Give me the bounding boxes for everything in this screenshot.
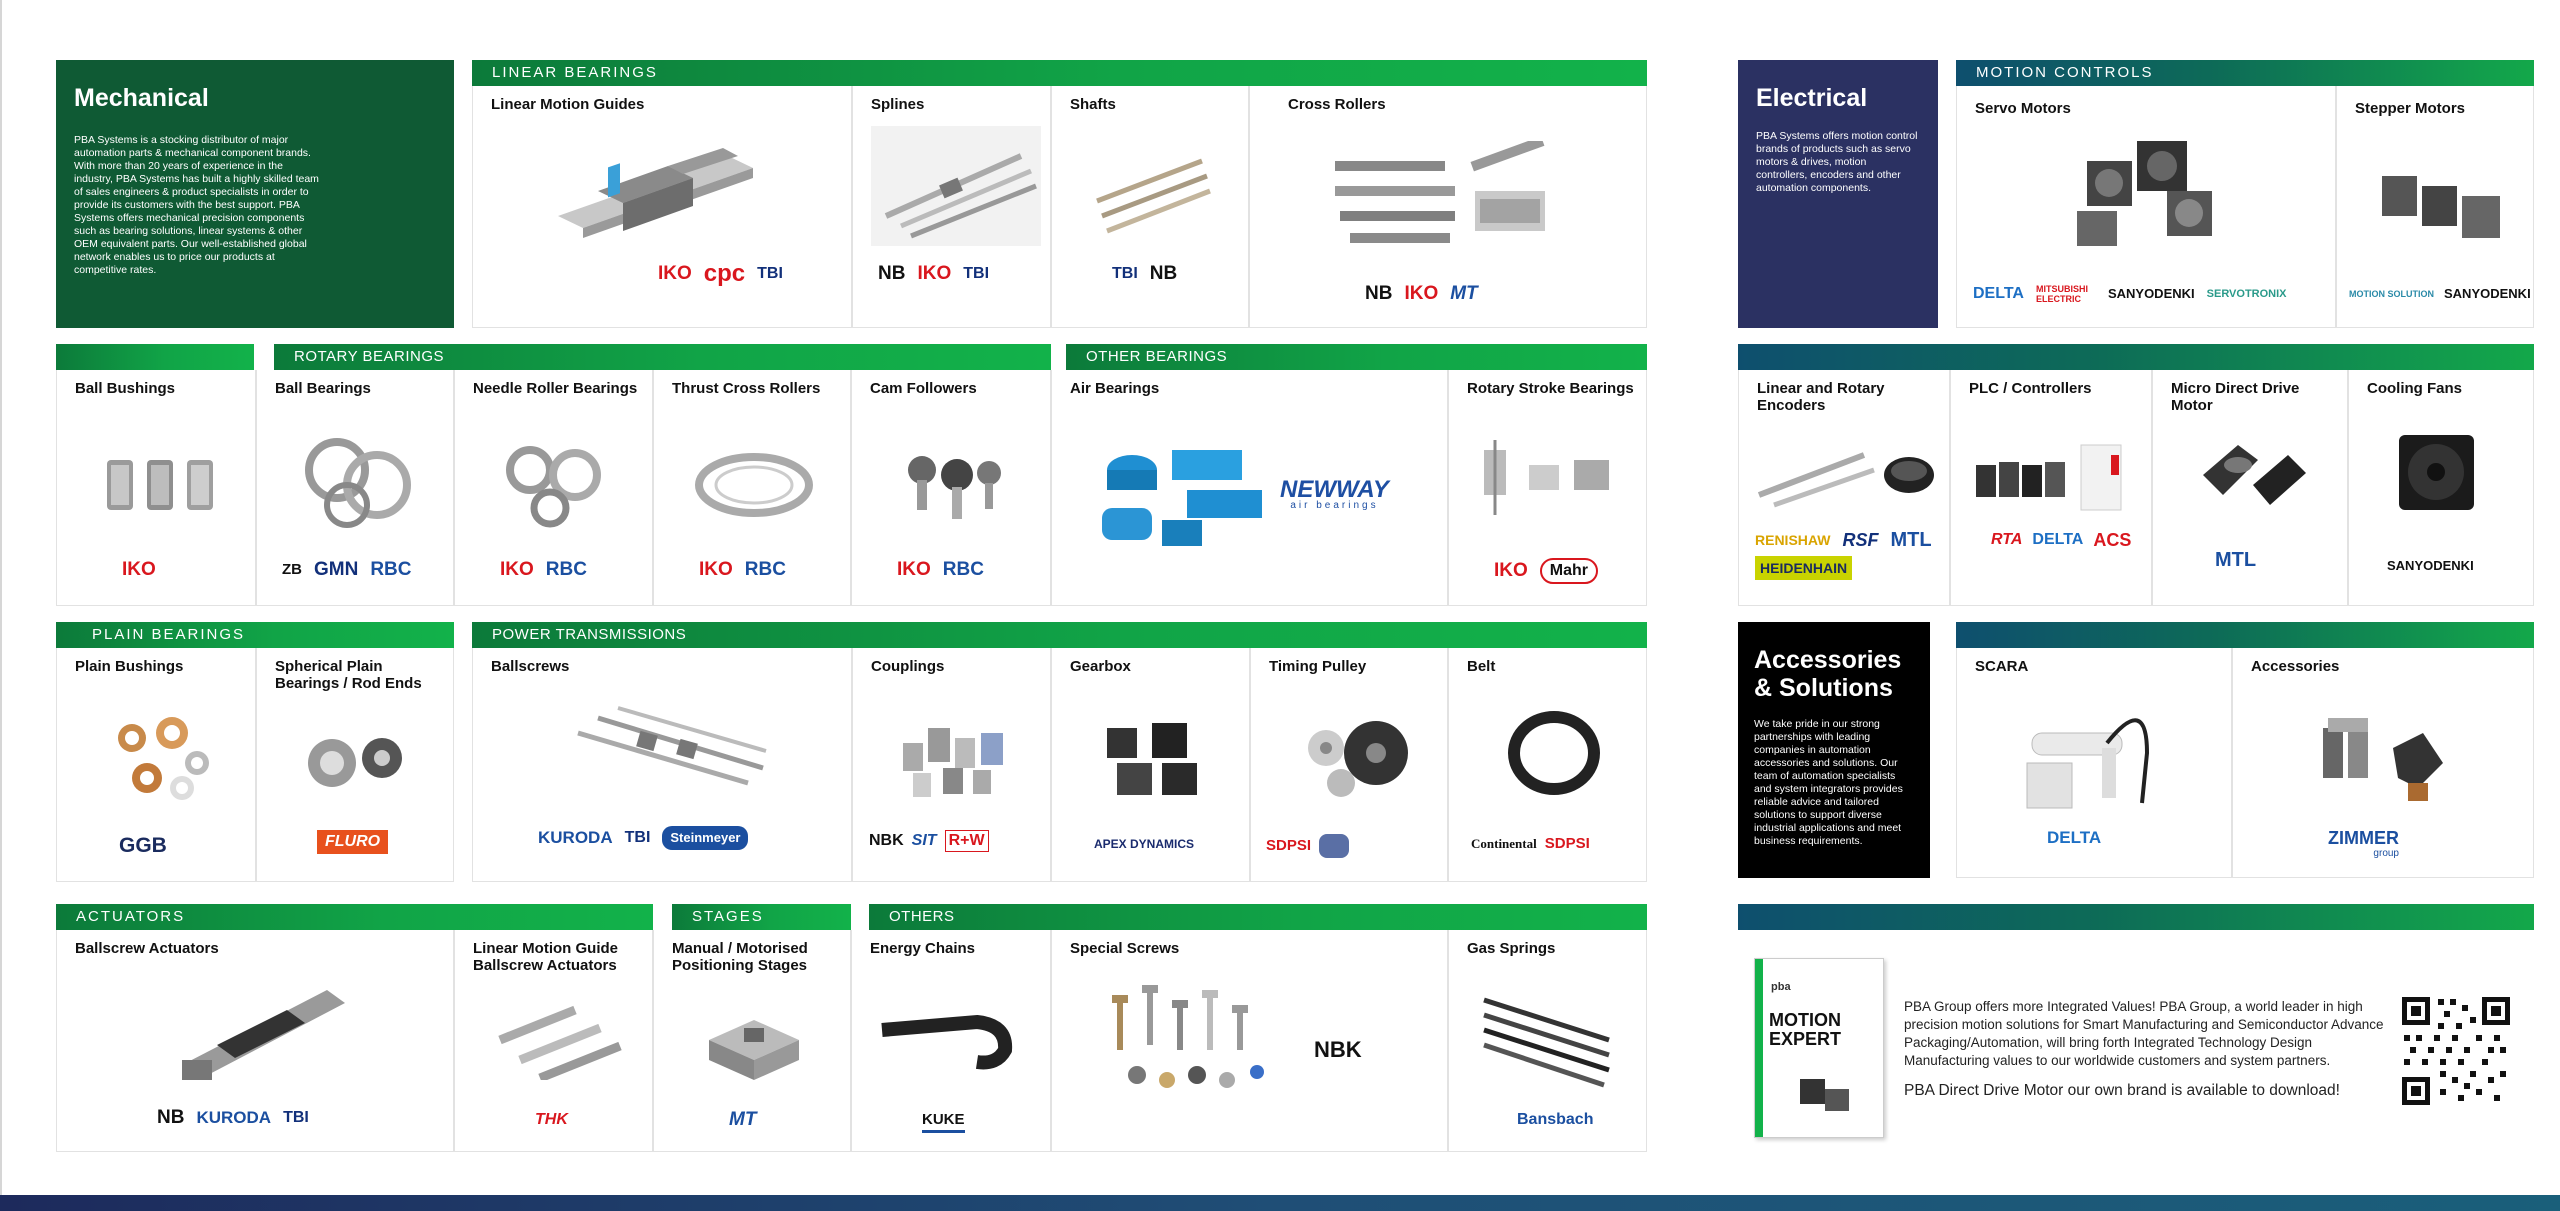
card-plc[interactable] xyxy=(1950,370,2152,606)
card-title: Rotary Stroke Bearings xyxy=(1467,380,1634,397)
card-shafts[interactable] xyxy=(1051,86,1249,328)
brand-logos xyxy=(1266,834,1349,858)
ballscrews-illustration xyxy=(568,703,768,803)
motion-expert-booklet xyxy=(1754,958,1884,1138)
brand-logos xyxy=(500,560,587,580)
rbc-logo: RBC xyxy=(744,559,786,580)
nb-logo: NB xyxy=(1149,263,1178,284)
card-plain-bushings[interactable] xyxy=(56,648,256,882)
brand-logos xyxy=(282,560,412,580)
brand-logos xyxy=(869,830,989,852)
iko-logo: IKO xyxy=(699,559,733,580)
card-belt[interactable] xyxy=(1448,648,1647,882)
steinmeyer-logo: Steinmeyer xyxy=(662,826,748,850)
couplings-illustration xyxy=(893,708,1013,808)
nb-logo: NB xyxy=(1365,283,1393,304)
card-scara[interactable] xyxy=(1956,648,2232,878)
card-title: Ballscrew Actuators xyxy=(75,940,219,957)
brand-logos xyxy=(535,1110,568,1130)
heidenhain-logo: HEIDENHAIN xyxy=(1755,556,1852,580)
newway-subtitle: air bearings xyxy=(1290,500,1379,511)
card-stepper-motors[interactable] xyxy=(2336,86,2534,328)
promo-text-main: PBA Group offers more Integrated Values! PBA Group, a world leader in high precision motion solutions for Smart Manufacturing and Semiconductor Advance Packaging/Automation, will bring forth Integrated Technology Design Manufacturing values to our worldwide customers and system partners. xyxy=(1904,999,2384,1068)
mechanical-description: PBA Systems is a stocking distributor of major automation parts & mechanical component brands. With more than 20 years of experience in the industry, PBA Systems has built a highly skilled team of sales engineers & product specialists in order to provide its customers with the best support. PBA Systems offers mechanical precision components such as bearing solutions, linear systems & other OEM equivalent parts. Our well-established global network enables us to price our products at competitive rates. xyxy=(74,134,319,276)
band-linear-bearings: LINEAR BEARINGS xyxy=(472,60,1647,86)
card-title: Thrust Cross Rollers xyxy=(672,380,821,397)
sdp-logo: SDPSI xyxy=(1266,837,1312,854)
brand-logos xyxy=(157,1108,309,1128)
qr-code[interactable] xyxy=(2400,995,2512,1107)
mechanical-intro-box xyxy=(56,60,454,328)
servotronix-logo: SERVOTRONIX xyxy=(2206,288,2287,300)
sanyo-logo: SANYODENKI xyxy=(2107,286,2195,301)
brand-logos xyxy=(119,836,167,856)
card-needle-roller-bearings[interactable] xyxy=(454,370,653,606)
accessories-intro-box xyxy=(1738,622,1930,878)
nbk-logo: NBK xyxy=(869,832,904,849)
brand-logos xyxy=(1112,264,1177,284)
splines-illustration xyxy=(871,126,1041,246)
tbi-logo: TBI xyxy=(1112,265,1138,282)
brand-logos xyxy=(699,560,786,580)
card-title: Energy Chains xyxy=(870,940,976,957)
band-promo xyxy=(1738,904,2534,930)
card-micro-ddm[interactable] xyxy=(2152,370,2348,606)
booklet-logo: pba xyxy=(1771,981,1791,993)
nbk-logo: NBK xyxy=(1314,1037,1362,1062)
brand-logos xyxy=(538,826,748,850)
iko-logo: IKO xyxy=(658,263,692,284)
sanyo-logo: SANYODENKI xyxy=(2444,286,2531,301)
belt-illustration xyxy=(1504,708,1604,798)
spherical-plain-illustration xyxy=(297,728,417,798)
newway-logo: NEWWAY xyxy=(1280,476,1389,503)
card-thrust-cross-rollers[interactable] xyxy=(653,370,851,606)
sanyo-logo: SANYODENKI xyxy=(2387,558,2474,573)
card-title: Ball Bearings xyxy=(275,380,371,397)
special-screws-illustration xyxy=(1097,980,1287,1100)
tbi-logo: TBI xyxy=(963,265,990,282)
card-title: Shafts xyxy=(1070,96,1116,113)
thk-logo: THK xyxy=(535,1111,568,1128)
brand-logos xyxy=(2047,828,2101,848)
tbi-logo: ZB xyxy=(282,561,302,578)
mahr-logo: Mahr xyxy=(1540,558,1598,584)
card-title: Cooling Fans xyxy=(2367,380,2462,397)
brand-logos xyxy=(122,560,156,580)
accessories-grippers-illustration xyxy=(2313,708,2453,808)
sit-logo: SIT xyxy=(911,832,937,849)
card-ball-bearings[interactable] xyxy=(256,370,454,606)
card-title: Needle Roller Bearings xyxy=(473,380,638,397)
cooling-fan-illustration xyxy=(2389,430,2489,520)
stepper-motors-illustration xyxy=(2377,156,2507,246)
mtl-logo: MTL xyxy=(2215,549,2257,571)
band-stages: STAGES xyxy=(672,904,851,930)
card-title: Accessories xyxy=(2251,658,2340,675)
card-title: Ball Bushings xyxy=(75,380,176,397)
shafts-illustration xyxy=(1092,146,1212,236)
iko-logo: IKO xyxy=(1494,560,1528,581)
brand-logos xyxy=(922,1110,965,1133)
fluro-logo: FLURO xyxy=(317,830,388,854)
card-cam-followers[interactable] xyxy=(851,370,1051,606)
card-special-screws[interactable] xyxy=(1051,930,1448,1152)
kuroda-logo: KURODA xyxy=(538,828,613,847)
positioning-stage-illustration xyxy=(699,1000,809,1085)
booklet-title: MOTION EXPERT xyxy=(1769,1010,1842,1049)
card-linear-motion-guides[interactable] xyxy=(472,86,852,328)
band-other-bearings: OTHER BEARINGS xyxy=(1066,344,1647,370)
mechanical-title: Mechanical xyxy=(74,84,209,112)
tbi-logo: TBI xyxy=(757,265,783,282)
iko-logo: IKO xyxy=(1404,283,1439,304)
brand-logos xyxy=(2349,284,2531,304)
ggb-logo: GGB xyxy=(119,834,167,857)
mtl-logo: MTL xyxy=(1890,529,1932,551)
card-rotary-stroke-bearings[interactable] xyxy=(1448,370,1647,606)
card-cross-rollers[interactable] xyxy=(1249,86,1647,328)
rta-logo: RTA xyxy=(1991,531,2023,548)
electrical-intro-box xyxy=(1738,60,1938,328)
card-gas-springs[interactable] xyxy=(1448,930,1647,1152)
card-cooling-fans[interactable] xyxy=(2348,370,2534,606)
card-title: Linear and Rotary Encoders xyxy=(1757,380,1885,414)
card-lmg-ballscrew-actuators[interactable] xyxy=(454,930,653,1152)
mt-logo: MT xyxy=(1450,283,1478,304)
card-title: Belt xyxy=(1467,658,1496,675)
timing-pulley-illustration xyxy=(1291,708,1411,808)
card-title: Micro Direct Drive Motor xyxy=(2171,380,2300,414)
kuke-logo: KUKE xyxy=(922,1110,965,1133)
rbc-logo: RBC xyxy=(545,559,587,580)
brand-logos xyxy=(1471,834,1590,854)
rbc-logo: RBC xyxy=(370,559,412,580)
servo-motors-illustration xyxy=(2067,131,2237,251)
card-title: Timing Pulley xyxy=(1269,658,1367,675)
zimmer-subtitle: group xyxy=(2373,848,2399,859)
accessories-title: Accessories & Solutions xyxy=(1754,646,1902,702)
delta-logo: DELTA xyxy=(2047,828,2102,847)
nb-logo: NB xyxy=(157,1107,185,1128)
brand-logos xyxy=(1991,530,2141,550)
brand-logos xyxy=(2215,550,2256,570)
card-title: Splines xyxy=(871,96,925,113)
thrust-cross-roller-illustration xyxy=(694,450,814,520)
card-title: SCARA xyxy=(1975,658,2029,675)
card-spherical-plain[interactable] xyxy=(256,648,454,882)
brand-logos xyxy=(1755,530,1945,580)
gas-springs-illustration xyxy=(1479,990,1619,1090)
card-title: PLC / Controllers xyxy=(1969,380,2092,397)
card-ball-bushings[interactable] xyxy=(56,370,256,606)
electrical-description: PBA Systems offers motion control brands of products such as servo motors & drives, motion controllers, encoders and other automation components. xyxy=(1756,130,1918,194)
micro-ddm-illustration xyxy=(2198,435,2308,515)
band-plain-bearings: PLAIN BEARINGS xyxy=(56,622,454,648)
card-title: Linear Motion Guide Ballscrew Actuators xyxy=(473,940,618,974)
tbi-logo: TBI xyxy=(283,1109,309,1126)
booklet-motor-illustration xyxy=(1795,1069,1855,1119)
brand-logos xyxy=(2387,556,2474,576)
iko-logo: IKO xyxy=(897,559,931,580)
card-title: Stepper Motors xyxy=(2355,100,2466,117)
delta-logo: DELTA xyxy=(1973,285,2024,302)
band-ball-bushings-spacer xyxy=(56,344,254,370)
band-electrical-row2 xyxy=(1738,344,2534,370)
mitsubishi-logo: MITSUBISHI ELECTRIC xyxy=(2035,284,2088,304)
ballscrew-actuator-illustration xyxy=(177,975,347,1085)
card-ballscrews[interactable] xyxy=(472,648,852,882)
card-air-bearings[interactable] xyxy=(1051,370,1448,606)
card-title: Cam Followers xyxy=(870,380,977,397)
nb-logo: NB xyxy=(878,263,906,284)
brand-logos xyxy=(1973,284,2287,304)
band-accessories xyxy=(1956,622,2534,648)
plain-bushings-illustration xyxy=(102,708,222,808)
band-rotary-bearings: ROTARY BEARINGS xyxy=(274,344,1051,370)
card-splines[interactable] xyxy=(852,86,1051,328)
pulley-brand-logo xyxy=(1319,834,1349,858)
brand-logos xyxy=(317,830,388,854)
electrical-title: Electrical xyxy=(1756,84,1868,112)
card-servo-motors[interactable] xyxy=(1956,86,2336,328)
gmn-logo: GMN xyxy=(314,559,359,580)
linear-guide-illustration xyxy=(548,136,758,246)
card-title: Manual / Motorised Positioning Stages xyxy=(672,940,808,974)
accessories-description: We take pride in our strong partnerships with leading companies in automation accessories and solutions. Our team of automation specialists and system integrators provides reliable advice and tailored solutions to support diverse industrial applications and meet business requirements. xyxy=(1754,718,1903,847)
brand-logos xyxy=(1314,1037,1362,1062)
card-energy-chains[interactable] xyxy=(851,930,1051,1152)
card-title: Gas Springs xyxy=(1467,940,1556,957)
brand-logos xyxy=(658,260,783,287)
apex-logo: APEX DYNAMICS xyxy=(1094,837,1195,851)
card-title: Servo Motors xyxy=(1975,100,2071,117)
brand-logos xyxy=(1094,834,1194,854)
plc-illustration xyxy=(1971,440,2141,520)
card-title: Gearbox xyxy=(1070,658,1131,675)
card-ballscrew-actuators[interactable] xyxy=(56,930,454,1152)
scara-robot-illustration xyxy=(2017,693,2167,813)
brand-logos xyxy=(729,1110,756,1130)
needle-roller-illustration xyxy=(500,440,610,530)
rotary-stroke-illustration xyxy=(1474,440,1624,520)
card-title: Linear Motion Guides xyxy=(491,96,645,113)
rw-logo: R+W xyxy=(945,830,989,852)
booklet-stripe xyxy=(1755,959,1763,1137)
cpc-logo: cpc xyxy=(703,260,746,287)
promo-text-download[interactable]: PBA Direct Drive Motor our own brand is available to download! xyxy=(1904,1082,2340,1099)
card-timing-pulley[interactable] xyxy=(1250,648,1448,882)
bottom-decorative-bar xyxy=(0,1195,2560,1211)
card-encoders[interactable] xyxy=(1738,370,1950,606)
iko-logo: IKO xyxy=(122,559,156,580)
band-motion-controls: MOTION CONTROLS xyxy=(1956,60,2534,86)
page-edge-line xyxy=(0,0,2,1211)
mt-logo: MT xyxy=(729,1109,757,1130)
brand-logos xyxy=(2328,828,2399,859)
brand-logos xyxy=(897,560,984,580)
brand-logos xyxy=(1280,476,1389,511)
renishaw-logo: RENISHAW xyxy=(1755,532,1831,548)
ball-bearings-illustration xyxy=(297,430,417,530)
encoders-illustration xyxy=(1754,435,1939,515)
zimmer-logo: ZIMMER xyxy=(2328,828,2399,848)
brand-logos xyxy=(1365,284,1478,304)
card-title: Spherical Plain Bearings / Rod Ends xyxy=(275,658,422,692)
kuroda-logo: KURODA xyxy=(196,1108,272,1127)
iko-logo: IKO xyxy=(500,559,534,580)
card-title: Couplings xyxy=(871,658,945,675)
band-others: OTHERS xyxy=(869,904,1647,930)
band-actuators: ACTUATORS xyxy=(56,904,653,930)
band-power-transmissions: POWER TRANSMISSIONS xyxy=(472,622,1647,648)
acs-logo: ACS xyxy=(2093,530,2132,550)
rbc-logo: RBC xyxy=(942,559,984,580)
card-accessories[interactable] xyxy=(2232,648,2534,878)
tbi-logo: TBI xyxy=(624,829,651,846)
brand-logos xyxy=(1517,1110,1593,1130)
continental-logo: Continental xyxy=(1471,836,1537,851)
card-title: Special Screws xyxy=(1070,940,1180,957)
rsf-logo: RSF xyxy=(1842,530,1879,550)
card-positioning-stages[interactable] xyxy=(653,930,851,1152)
air-bearings-illustration xyxy=(1092,430,1272,550)
cross-rollers-illustration xyxy=(1330,141,1560,261)
card-couplings[interactable] xyxy=(852,648,1051,882)
card-title: Cross Rollers xyxy=(1288,96,1386,113)
gearbox-illustration xyxy=(1097,718,1207,803)
lmg-actuator-illustration xyxy=(495,1000,625,1080)
delta-logo: DELTA xyxy=(2032,531,2084,548)
promo-text-block xyxy=(1904,998,2384,1100)
cam-followers-illustration xyxy=(897,445,1007,525)
brand-logos xyxy=(878,264,989,284)
card-title: Air Bearings xyxy=(1070,380,1160,397)
brand-logos xyxy=(1494,558,1598,584)
card-gearbox[interactable] xyxy=(1051,648,1250,882)
card-title: Plain Bushings xyxy=(75,658,184,675)
energy-chain-illustration xyxy=(877,1010,1017,1070)
bansbach-logo: Bansbach xyxy=(1517,1111,1594,1128)
ball-bushings-illustration xyxy=(102,455,222,520)
sdp-logo: SDPSI xyxy=(1544,835,1590,852)
card-title: Ballscrews xyxy=(491,658,570,675)
iko-logo: IKO xyxy=(917,263,952,284)
motion-solution-logo: MOTION SOLUTION xyxy=(2349,289,2434,299)
